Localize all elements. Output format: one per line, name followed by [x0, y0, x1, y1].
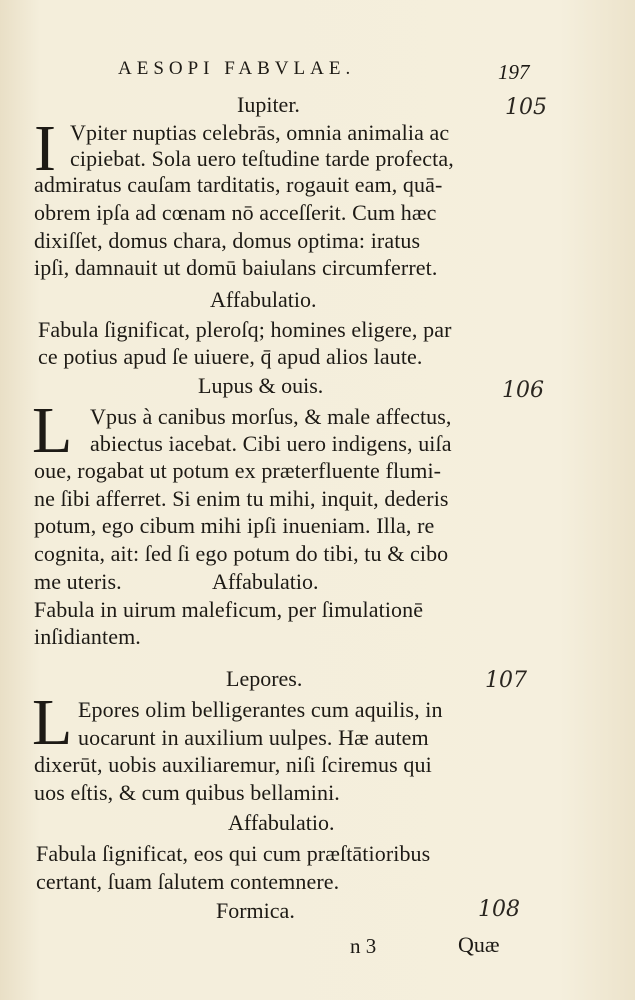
margin-number: 107	[485, 668, 527, 693]
fable-title: Iupiter.	[237, 92, 300, 117]
affabulatio-heading: Affabulatio.	[228, 810, 335, 835]
moral-line: Fabula ſignificat, pleroſq; homines eligere, par	[38, 317, 452, 342]
text-line: Vpiter nuptias celebrās, omnia animalia ac	[70, 120, 450, 145]
margin-number: 105	[505, 95, 547, 120]
text-line: potum, ego cibum mihi ipſi inueniam. Illa, re	[34, 513, 435, 538]
text-line: dixiſſet, domus chara, domus optima: iratus	[34, 228, 421, 253]
text-line: Vpus à canibus morſus, & male affectus,	[90, 404, 452, 429]
text-line: me uteris.	[34, 569, 122, 594]
text-line: uocarunt in auxilium uulpes. Hæ autem	[78, 725, 429, 750]
margin-number: 108	[478, 897, 520, 922]
text-line: abiectus iacebat. Cibi uero indigens, uiſa	[90, 431, 452, 456]
margin-number: 106	[502, 378, 544, 403]
text-line: obrem ipſa ad cœnam nō acceſſerit. Cum hæc	[34, 200, 437, 225]
moral-line: ce potius apud ſe uiuere, q̄ apud alios laute.	[38, 344, 423, 369]
drop-initial: L	[32, 394, 73, 467]
text-line: ipſi, damnauit ut domū baiulans circumferret.	[34, 255, 438, 280]
affabulatio-heading: Affabulatio.	[212, 569, 319, 594]
drop-initial: L	[32, 686, 73, 759]
text-line: oue, rogabat ut potum ex præterfluente flumi-	[34, 458, 442, 483]
text-line: ne ſibi afferret. Si enim tu mihi, inquit, dederis	[34, 486, 449, 511]
moral-line: certant, ſuam ſalutem contemnere.	[36, 869, 340, 894]
text-line: admiratus cauſam tarditatis, rogauit eam, quā-	[34, 172, 443, 197]
fable-title: Lupus & ouis.	[198, 373, 324, 398]
text-line: Epores olim belligerantes cum aquilis, in	[78, 697, 443, 722]
affabulatio-heading: Affabulatio.	[210, 287, 317, 312]
text-line: uos eſtis, & cum quibus bellamini.	[34, 780, 340, 805]
moral-line: inſidiantem.	[34, 624, 141, 649]
drop-initial: I	[34, 112, 56, 185]
text-line: cognita, ait: ſed ſi ego potum do tibi, tu & cibo	[34, 541, 449, 566]
signature-mark: n 3	[350, 934, 377, 958]
running-title: AESOPI FABVLAE.	[118, 58, 356, 79]
moral-line: Fabula in uirum maleficum, per ſimulationē	[34, 597, 424, 622]
text-line: dixerūt, uobis auxiliaremur, niſi ſciremus qui	[34, 752, 432, 777]
fable-title: Lepores.	[226, 666, 303, 691]
page-number: 197	[498, 60, 530, 84]
catchword: Quæ	[458, 932, 500, 957]
fable-title: Formica.	[216, 898, 295, 923]
text-line: cipiebat. Sola uero teſtudine tarde profecta,	[70, 146, 454, 171]
moral-line: Fabula ſignificat, eos qui cum præſtātioribus	[36, 841, 431, 866]
